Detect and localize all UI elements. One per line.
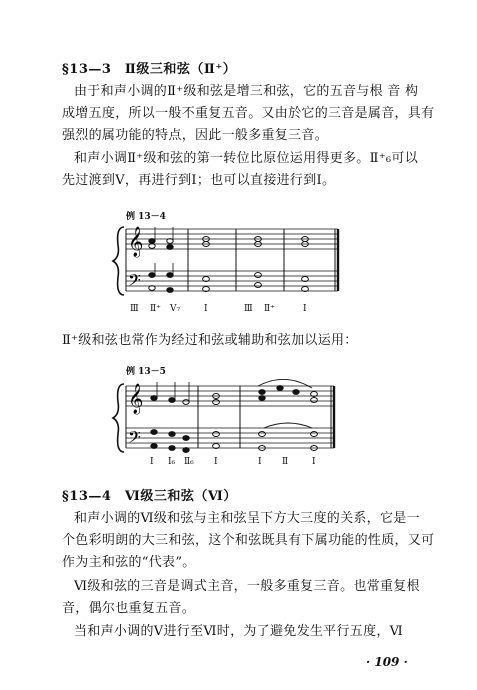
treble-clef-icon: 𝄞 [128, 384, 144, 414]
page-number: · 109 · [366, 655, 408, 669]
paragraph-line: 个色彩明朗的大三和弦，这个和弦既具有下属功能的性质，又可 [62, 533, 435, 548]
grand-staff-brace [113, 384, 124, 452]
music-example-13-5 [0, 362, 477, 472]
example-label: 例 13－5 [126, 367, 166, 377]
treble-clef-icon: 𝄞 [128, 227, 144, 257]
chord-label: Ⅰ [258, 457, 262, 467]
section-13-3-heading: §13—3 Ⅱ级三和弦（Ⅱ⁺） [62, 62, 237, 77]
chord-label: Ⅱ [282, 457, 289, 467]
section-13-4-heading: §13—4 Ⅵ级三和弦（Ⅵ） [62, 489, 237, 504]
paragraph-line: 作为主和弦的“代表”。 [62, 555, 196, 570]
paragraph-line: 由于和声小调的Ⅱ⁺级和弦是增三和弦，它的五音与根 音 构 [74, 84, 419, 99]
chord-label: Ⅱ⁺ [150, 304, 161, 314]
paragraph-line: 和声小调的Ⅵ级和弦与主和弦呈下方大三度的关系，它是一 [74, 511, 420, 526]
paragraph-line: Ⅱ⁺级和弦也常作为经过和弦或辅助和弦加以运用： [62, 333, 358, 348]
paragraph-line: 当和声小调的Ⅴ进行至Ⅵ时，为了避免发生平行五度，Ⅵ [74, 624, 404, 639]
chord-labels [150, 457, 316, 467]
bass-clef-icon: 𝄢 [128, 427, 141, 451]
paragraph-line: Ⅵ级和弦的三音是调式主音，一般多重复三音。也常重复根 [74, 579, 420, 594]
paragraph-line: 音，偶尔也重复五音。 [62, 601, 196, 616]
chord-labels [130, 304, 307, 314]
chord-label: Ⅰ [303, 304, 307, 314]
example-label: 例 13－4 [126, 212, 166, 222]
music-example-13-4 [0, 205, 477, 325]
grand-staff-brace [113, 227, 124, 295]
paragraph-line: 成增五度，所以一般不重复五音。又由於它的三音是属音，具有 [62, 106, 435, 121]
paragraph-line: 和声小调Ⅱ⁺级和弦的第一转位比原位运用得更多。Ⅱ⁺₆可以 [74, 151, 419, 166]
slur-treble [258, 379, 312, 388]
chord-label: Ⅲ [130, 304, 139, 314]
chord-label: V₇ [170, 304, 181, 314]
chord-label: Ⅰ [214, 457, 218, 467]
chord-label: Ⅰ₆ [168, 457, 176, 467]
chord-label: Ⅲ [244, 304, 253, 314]
chord-label: Ⅰ [204, 304, 208, 314]
chord-label: Ⅰ [312, 457, 316, 467]
bass-clef-icon: 𝄢 [128, 270, 141, 294]
chord-label: Ⅱ₆ [184, 457, 194, 467]
paragraph-line: 先过渡到Ⅴ，再进行到Ⅰ；也可以直接进行到Ⅰ。 [62, 173, 336, 188]
chord-label: Ⅱ⁺ [264, 304, 275, 314]
chord-label: Ⅰ [150, 457, 154, 467]
paragraph-line: 强烈的属功能的特点，因此一般多重复三音。 [62, 128, 329, 143]
tie-bass [264, 423, 312, 428]
